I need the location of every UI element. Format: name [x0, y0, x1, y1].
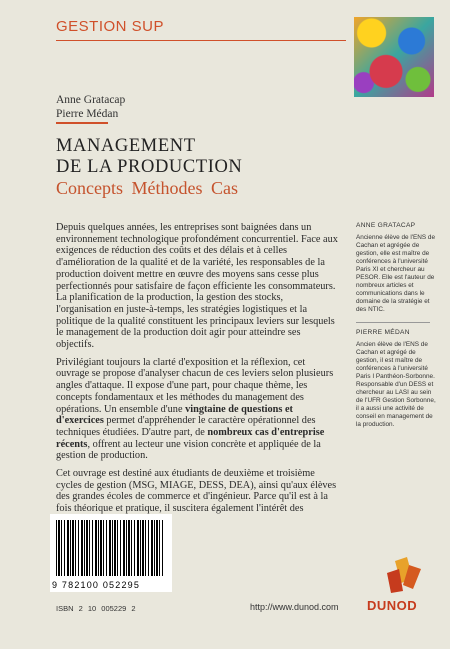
emphasis: vingtaine de questions et d'exercices: [56, 403, 293, 427]
series-name: GESTION SUP: [56, 18, 165, 35]
bio-heading: PIERRE MÉDAN: [356, 329, 410, 336]
barcode-number: 9 782100 052295: [52, 580, 141, 590]
isbn: ISBN 2 10 005229 2: [56, 604, 136, 613]
bio-heading: ANNE GRATACAP: [356, 222, 416, 229]
author-name: Pierre Médan: [56, 108, 119, 120]
title-rule: [56, 122, 108, 124]
cover-artwork: [354, 17, 434, 97]
blurb: [56, 222, 338, 533]
author-list: [56, 93, 125, 121]
blurb-paragraph: Depuis quelques années, les entreprises sont baignées dans un environnement technologique profondément concurrentiel. Face aux exigences de réduction des coûts et des délais et à celles d'amélioration de la qualité et de la variété, les responsables de la production doivent mettre en œuvre des moyens sans cesse plus perfectionnés pour satisfaire de façon efficiente les consommateurs. La planification de la production, la gestion des stocks, l'organisation en juste-à-temps, les stratégies logistiques et la politique de la qualité constituent les principaux leviers sur lesquels le management de la production doit agir pour atteindre ses objectifs.: [56, 222, 338, 351]
bio-text: Ancien élève de l'ENS de Cachan et agrégé de gestion, il est maître de conférences à l'université Paris I Panthéon-Sorbonne. Responsable d'un DESS et chercheur au LASI au sein de l'UFR Gestion Sorbonne, il a aussi une activité de conseil en management de la production.: [356, 341, 436, 428]
barcode-bars: [56, 520, 164, 576]
book-title: [56, 136, 336, 178]
bio-text: Ancienne élève de l'ENS de Cachan et agrégée de gestion, elle est maître de conférences à l'université Paris XI et chercheur au PESOR. Elle est l'auteur de nombreux articles et communications dans le domaine de la stratégie et des NTIC.: [356, 234, 436, 313]
blurb-paragraph: Cet ouvrage est destiné aux étudiants de deuxième et troisième cycles de gestion (MSG, MIAGE, DESS, DEA), ainsi qu'aux élèves des grandes écoles de commerce et d'ingénieur. Parce qu'il est à la fois théorique et pratique, il suscitera également l'intérêt des: [56, 468, 337, 515]
bio-divider: [356, 322, 430, 323]
author-bios: [356, 222, 438, 429]
series-rule: [56, 40, 346, 41]
publisher-url: http://www.dunod.com: [250, 602, 339, 612]
title-line: DE LA PRODUCTION: [56, 157, 243, 177]
emphasis: nombreux cas d'entreprise récents: [56, 426, 325, 450]
author-name: Anne Gratacap: [56, 94, 126, 106]
title-line: MANAGEMENT: [56, 136, 196, 156]
book-subtitle: Concepts Méthodes Cas: [56, 178, 238, 198]
publisher-name: DUNOD: [367, 598, 418, 613]
blurb-paragraph: Privilégiant toujours la clarté d'exposition et la réflexion, cet ouvrage se propose d'analyser chacun de ces leviers selon plusieurs angles d'attaque. Il expose d'une part, pour chaque thème, les concepts fondamentaux et les méthodes du management des opérations. Un ensemble d'une vingtaine de questions et d'exercices permet d'appréhender le caractère opérationnel des techniques étudiées. D'autre part, de nombreux cas d'entreprise récents, offrent au lecteur une vision concrète et appliquée de la gestion de production.: [56, 356, 334, 462]
